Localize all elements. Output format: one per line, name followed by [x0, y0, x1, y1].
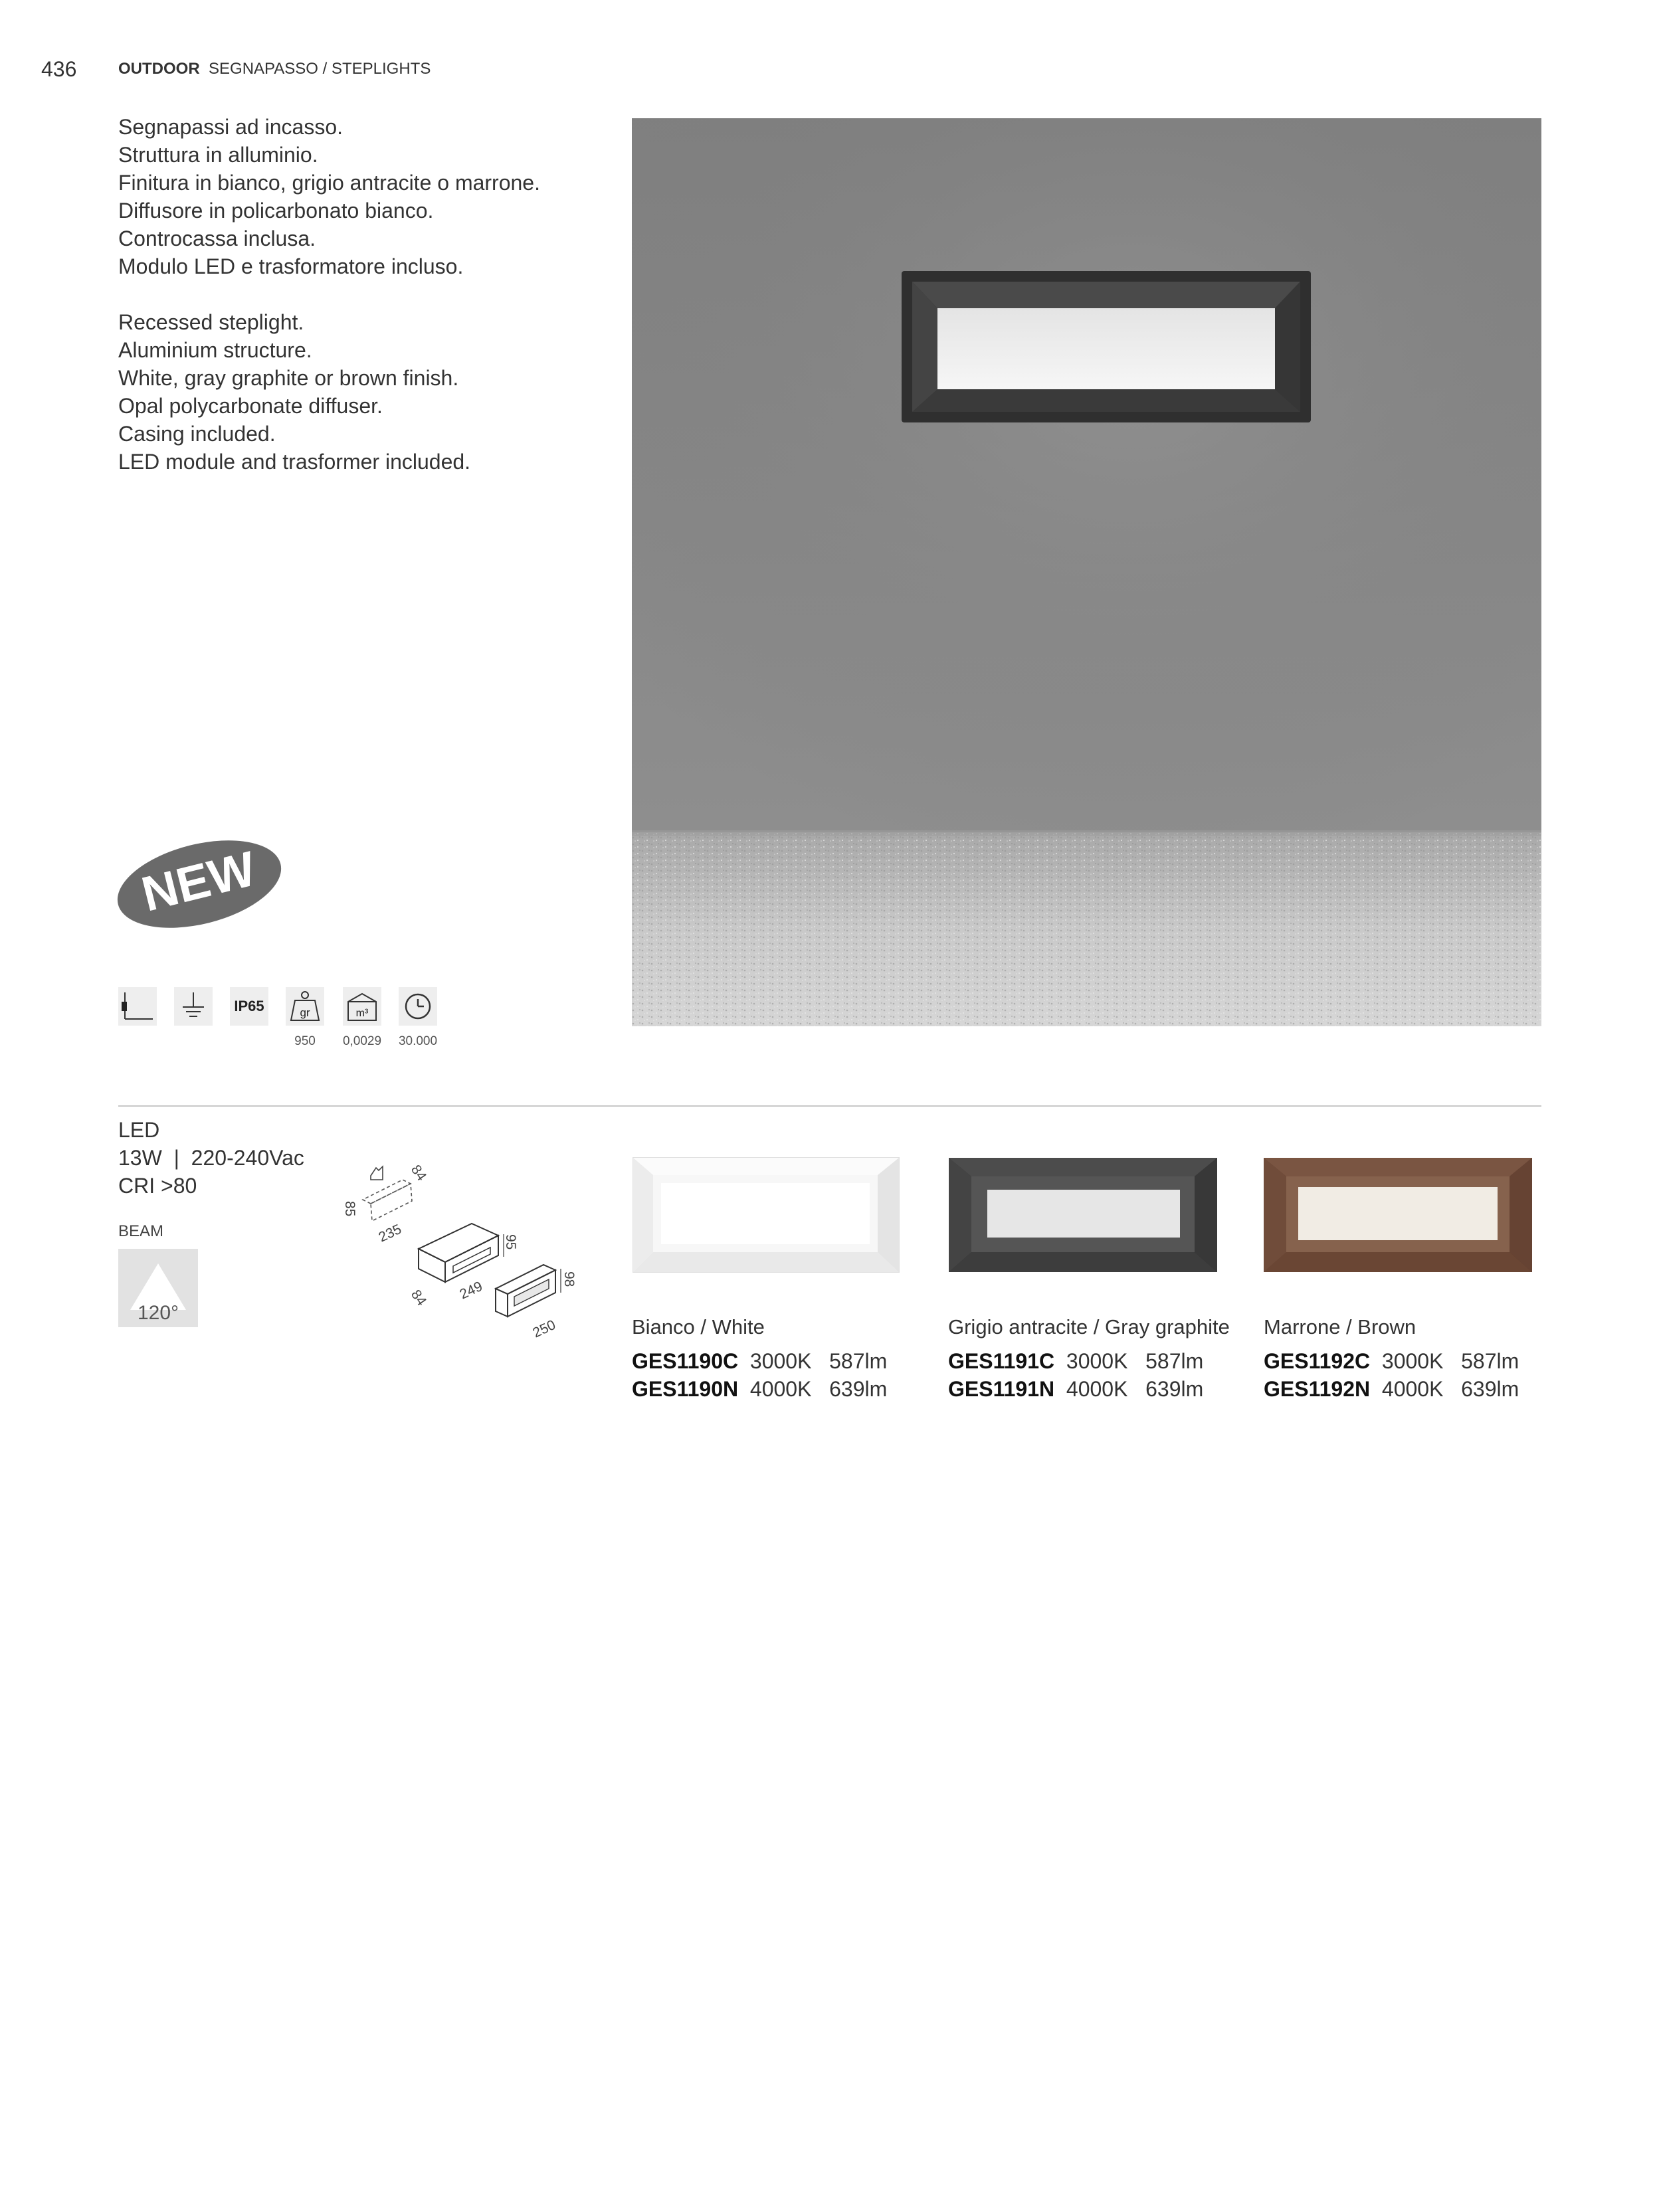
earth-ground-icon: [174, 987, 213, 1026]
description-line: White, gray graphite or brown finish.: [118, 366, 459, 390]
new-badge-label: NEW: [136, 840, 261, 922]
body-drawing: [408, 1224, 518, 1309]
beam-angle-value: 120°: [137, 1302, 179, 1324]
spec-power: 13W | 220-240Vac: [118, 1146, 304, 1170]
volume-icon: [343, 987, 381, 1026]
casing-drawing: [342, 1162, 429, 1245]
luminous-flux: 587lm: [829, 1349, 888, 1373]
luminous-flux: 639lm: [829, 1377, 888, 1401]
dim-body-length: 249: [457, 1278, 485, 1303]
description-line: Finitura in bianco, grigio antracite o marrone.: [118, 171, 540, 195]
recessed-wall-icon: [118, 987, 157, 1026]
description-line: Modulo LED e trasformatore incluso.: [118, 254, 464, 278]
front-drawing: [496, 1265, 577, 1341]
variant-row: [632, 1377, 887, 1402]
variant-row: [632, 1349, 887, 1374]
dim-body-width: 84: [407, 1287, 430, 1309]
finish-image-brown: [1261, 1152, 1540, 1280]
finish-image-graphite: [946, 1152, 1225, 1280]
product-code: GES1191C: [948, 1349, 1055, 1373]
color-temperature: 4000K: [1381, 1377, 1444, 1401]
description-english: [118, 308, 470, 476]
variant-row: [948, 1349, 1203, 1374]
dim-casing-width: 84: [407, 1162, 430, 1184]
description-line: Aluminium structure.: [118, 338, 312, 362]
color-temperature: 3000K: [749, 1349, 812, 1373]
product-code: GES1192C: [1264, 1349, 1371, 1373]
luminous-flux: 639lm: [1145, 1377, 1204, 1401]
dim-casing-height: 85: [342, 1201, 357, 1217]
beam-label: BEAM: [118, 1222, 164, 1240]
volume-unit-label: m³: [355, 1008, 369, 1019]
ip-rating-icon: [230, 987, 268, 1026]
lifetime-value: 30.000: [398, 1034, 438, 1048]
new-badge: [114, 838, 284, 930]
color-temperature: 3000K: [1066, 1349, 1128, 1373]
finish-name-white: Bianco / White: [632, 1315, 765, 1338]
dim-body-height: 95: [503, 1234, 518, 1250]
product-code: GES1192N: [1264, 1377, 1371, 1401]
dim-casing-length: 235: [376, 1221, 404, 1245]
luminous-flux: 587lm: [1461, 1349, 1519, 1373]
volume-value: 0,0029: [342, 1034, 382, 1048]
ip-rating-label: IP65: [234, 998, 264, 1014]
color-temperature: 4000K: [1066, 1377, 1128, 1401]
weight-value: 950: [294, 1034, 316, 1048]
description-line: Casing included.: [118, 422, 276, 446]
new-badge-shape: [114, 838, 284, 930]
weight-unit-label: gr: [300, 1006, 310, 1019]
description-line: Opal polycarbonate diffuser.: [118, 394, 383, 418]
product-code: GES1190C: [632, 1349, 739, 1373]
description-line: Controcassa inclusa.: [118, 227, 316, 250]
description-line: Diffusore in policarbonato bianco.: [118, 199, 434, 223]
technical-specs: [118, 1116, 304, 1200]
luminous-flux: 587lm: [1145, 1349, 1204, 1373]
section-subtitle: SEGNAPASSO / STEPLIGHTS: [209, 60, 431, 78]
dim-front-height: 98: [561, 1271, 577, 1287]
page-number: 436: [41, 57, 77, 81]
description-italian: [118, 113, 540, 280]
luminous-flux: 639lm: [1461, 1377, 1519, 1401]
weight-icon: [286, 987, 324, 1026]
finish-name-graphite: Grigio antracite / Gray graphite: [948, 1315, 1230, 1338]
dim-front-length: 250: [530, 1317, 558, 1341]
finish-name-brown: Marrone / Brown: [1264, 1315, 1416, 1338]
description-line: Recessed steplight.: [118, 310, 304, 334]
dimension-drawings: [332, 1149, 611, 1348]
description-line: Struttura in alluminio.: [118, 143, 318, 167]
section-divider: [118, 1105, 1541, 1107]
variant-row: [1264, 1377, 1519, 1402]
lifetime-clock-icon: [399, 987, 437, 1026]
product-code: GES1190N: [632, 1377, 739, 1401]
description-line: LED module and trasformer included.: [118, 450, 471, 474]
color-temperature: 4000K: [749, 1377, 812, 1401]
section-title: OUTDOOR: [118, 60, 200, 78]
finish-image-white: [631, 1152, 910, 1280]
variant-row: [948, 1377, 1203, 1402]
product-photo: [632, 118, 1541, 1026]
description-line: Segnapassi ad incasso.: [118, 115, 343, 139]
beam-angle-icon: [118, 1249, 198, 1327]
color-temperature: 3000K: [1381, 1349, 1444, 1373]
product-photo-illustration: [632, 118, 1541, 1026]
spec-source: LED: [118, 1118, 160, 1142]
product-code: GES1191N: [948, 1377, 1055, 1401]
spec-cri: CRI >80: [118, 1174, 197, 1198]
variant-row: [1264, 1349, 1519, 1374]
section-header: [118, 60, 431, 78]
